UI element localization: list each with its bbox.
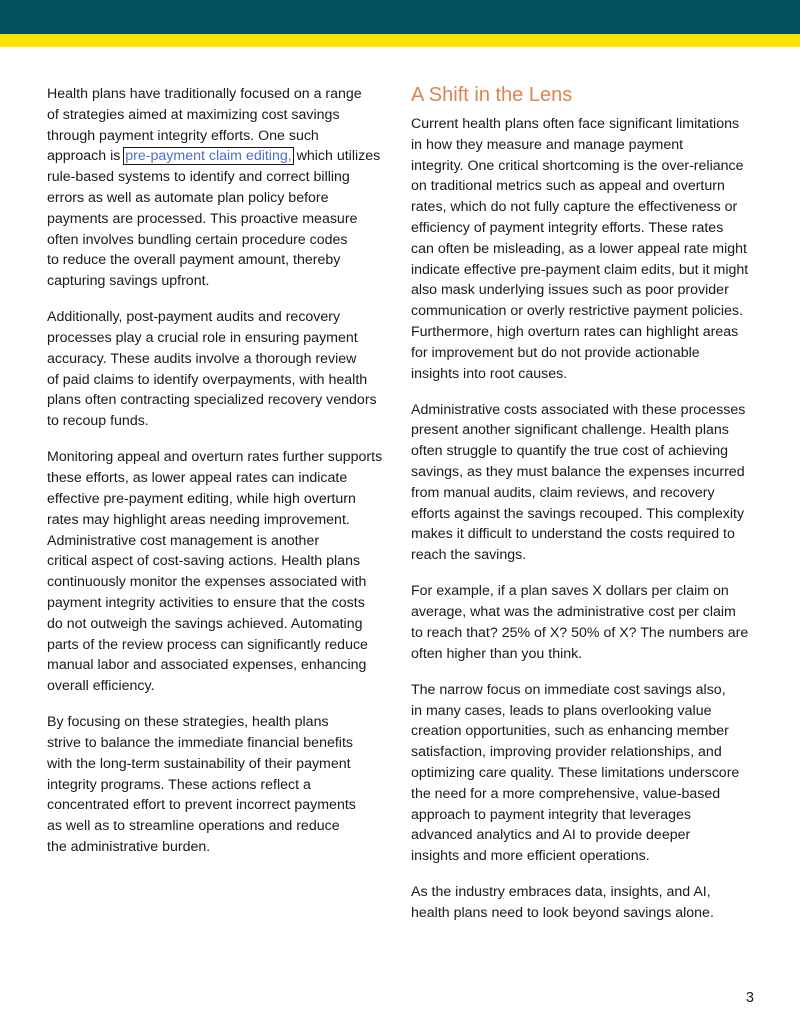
text-line: through payment integrity efforts. One such: [47, 127, 319, 144]
text-line: processes play a crucial role in ensuring payment: [47, 330, 358, 347]
text-line: errors as well as automate plan policy before: [47, 189, 329, 206]
text-line: Furthermore, high overturn rates can highlight areas: [411, 323, 739, 340]
text-line: health plans need to look beyond savings alone.: [411, 905, 714, 922]
text-line: average, what was the administrative cost per claim: [411, 604, 736, 621]
text-line: capturing savings upfront.: [47, 273, 210, 290]
text-line: Administrative cost management is another: [47, 532, 320, 549]
text-line: can often be misleading, as a lower appeal rate might: [411, 240, 747, 257]
text-line: effective pre-payment editing, while high overturn: [47, 490, 356, 507]
text-fragment: which utilizes: [292, 148, 381, 165]
text-line: rule-based systems to identify and correct billing: [47, 169, 350, 186]
text-line: Current health plans often face significant limitations: [411, 116, 740, 132]
text-line: to recoup funds.: [47, 413, 149, 430]
text-line: rates, which do not fully capture the effectiveness or: [411, 199, 738, 216]
text-line: of paid claims to identify overpayments, with health: [47, 371, 368, 388]
text-line: satisfaction, improving provider relationships, and: [411, 744, 722, 761]
text-line: overall efficiency.: [47, 678, 155, 695]
text-line: on traditional metrics such as appeal and overturn: [411, 178, 725, 195]
text-line: makes it difficult to understand the costs required to: [411, 526, 735, 543]
text-line: in how they measure and manage payment: [411, 136, 684, 153]
text-line: often struggle to quantify the true cost of achieving: [411, 443, 729, 460]
text-line: integrity programs. These actions reflect a: [47, 776, 311, 793]
text-line: reach the savings.: [411, 547, 527, 564]
text-line: the need for a more comprehensive, value-based: [411, 785, 721, 802]
text-line: critical aspect of cost-saving actions. Health plans: [47, 553, 361, 570]
text-line: manual labor and associated expenses, enhancing: [47, 657, 367, 674]
text-line: creation opportunities, such as enhancing member: [411, 723, 729, 740]
text-line: in many cases, leads to plans overlooking value: [411, 702, 712, 719]
text-line: The narrow focus on immediate cost savings also,: [411, 681, 726, 698]
text-line: parts of the review process can significantly reduce: [47, 636, 368, 653]
text-line: insights and more efficient operations.: [411, 848, 650, 865]
text-line: advanced analytics and AI to provide deeper: [411, 827, 691, 844]
text-line: often higher than you think.: [411, 645, 583, 662]
text-line: approach to payment integrity that leverages: [411, 806, 691, 823]
left-column: [47, 84, 393, 873]
right-column: [411, 82, 761, 939]
text-line: payment integrity activities to ensure that the costs: [47, 594, 365, 611]
paragraph: [47, 712, 393, 858]
text-line: optimizing care quality. These limitations underscore: [411, 765, 740, 781]
text-line: efficiency of payment integrity efforts. These rates: [411, 219, 724, 236]
text-line: plans often contracting specialized recovery vendors: [47, 392, 377, 409]
header-band: [0, 0, 800, 34]
text-line: efforts against the savings recouped. This complexity: [411, 505, 745, 522]
text-line: indicate effective pre-payment claim edits, but it might: [411, 261, 749, 278]
text-line: strive to balance the immediate financial benefits: [47, 735, 353, 751]
text-line: payments are processed. This proactive measure: [47, 210, 358, 227]
text-line: continuously monitor the expenses associated with: [47, 574, 367, 591]
text-line: Additionally, post-payment audits and recovery: [47, 309, 341, 326]
text-line: as well as to streamline operations and reduce: [47, 818, 340, 835]
text-line: communication or overly restrictive payment policies.: [411, 303, 743, 320]
text-line: to reduce the overall payment amount, thereby: [47, 252, 341, 269]
text-line: insights into root causes.: [411, 365, 568, 382]
text-line: Health plans have traditionally focused on a range: [47, 86, 362, 102]
text-line: [47, 146, 393, 167]
text-line: savings, as they must balance the expenses incurred: [411, 464, 745, 481]
page-number: 3: [745, 990, 754, 1006]
text-line: with the long-term sustainability of their payment: [47, 755, 351, 772]
text-line: accuracy. These audits involve a thorough review: [47, 350, 357, 367]
text-line: integrity. One critical shortcoming is the over-reliance: [411, 157, 744, 174]
paragraph: [47, 307, 393, 432]
text-line: from manual audits, claim reviews, and recovery: [411, 484, 715, 501]
text-line: present another significant challenge. Health plans: [411, 422, 729, 439]
text-line: Monitoring appeal and overturn rates further supports: [47, 449, 383, 466]
text-line: of strategies aimed at maximizing cost savings: [47, 106, 340, 123]
text-line: rates may highlight areas needing improvement.: [47, 511, 350, 528]
text-line: For example, if a plan saves X dollars per claim on: [411, 583, 729, 600]
header-stripe: [0, 34, 800, 47]
section-heading: A Shift in the Lens: [411, 84, 573, 106]
paragraph: [411, 114, 761, 384]
text-line: to reach that? 25% of X? 50% of X? The numbers are: [411, 624, 749, 641]
text-fragment: approach is: [47, 148, 125, 165]
text-line: Administrative costs associated with these processes: [411, 401, 746, 418]
paragraph: [411, 400, 761, 566]
text-line: As the industry embraces data, insights, and AI,: [411, 884, 711, 901]
text-line: often involves bundling certain procedure codes: [47, 231, 348, 248]
text-line: also mask underlying issues such as poor provider: [411, 282, 729, 299]
text-line: for improvement but do not provide actionable: [411, 344, 700, 361]
paragraph: [411, 882, 761, 924]
text-line: concentrated effort to prevent incorrect payments: [47, 797, 356, 814]
paragraph: [411, 581, 761, 664]
text-line: do not outweigh the savings achieved. Automating: [47, 615, 363, 632]
text-line: By focusing on these strategies, health plans: [47, 714, 329, 731]
paragraph: [411, 680, 761, 867]
text-line: these efforts, as lower appeal rates can indicate: [47, 470, 348, 487]
paragraph: [47, 84, 393, 292]
text-line: the administrative burden.: [47, 838, 211, 855]
paragraph: [47, 447, 393, 697]
pre-payment-claim-editing-link[interactable]: pre-payment claim editing,: [125, 148, 292, 165]
